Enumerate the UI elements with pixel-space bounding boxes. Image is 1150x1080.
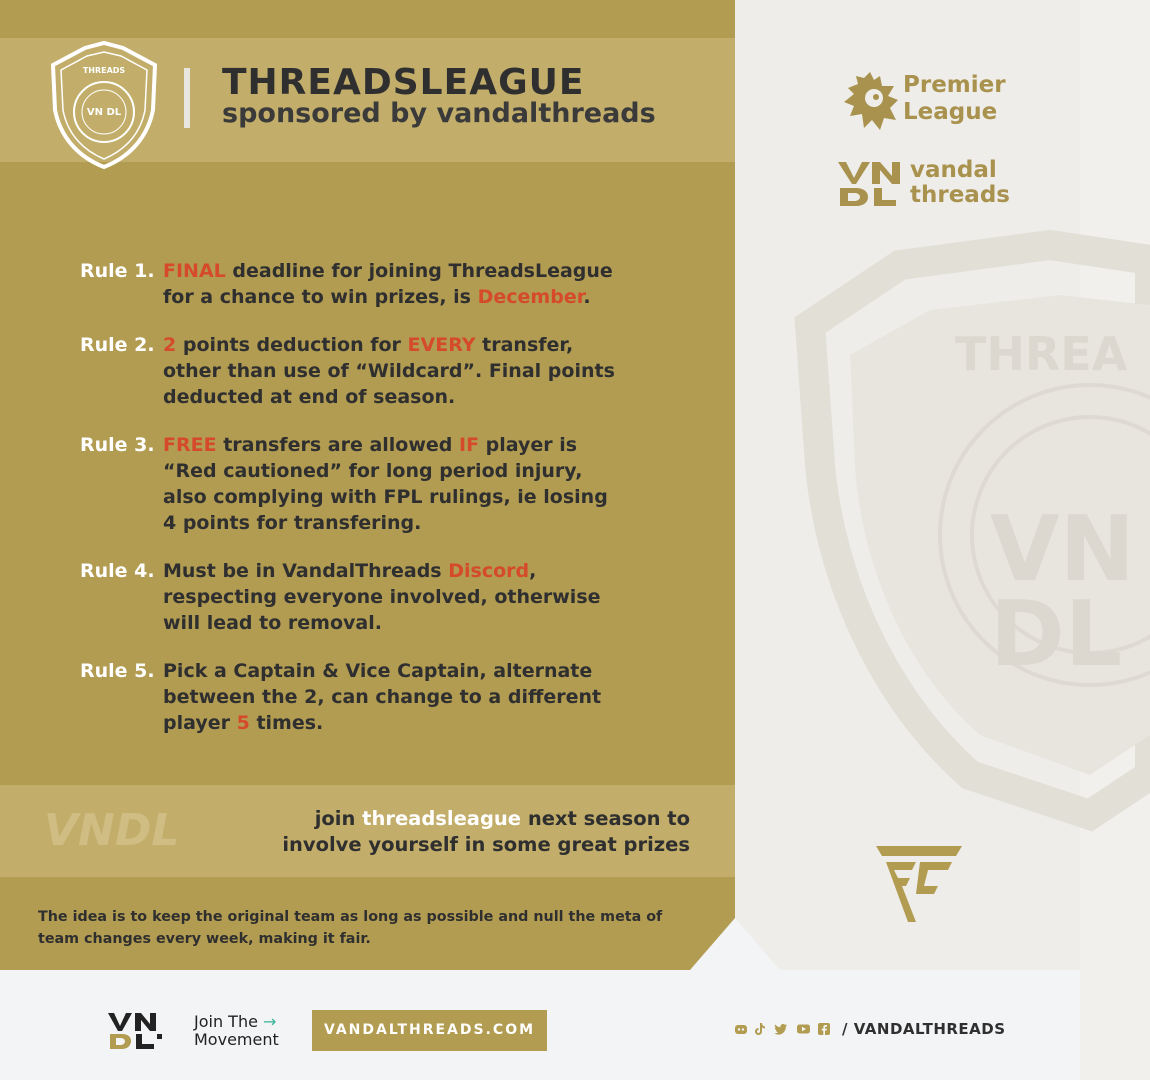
rule-item [80,432,680,536]
join-highlight: threadsleague [362,807,522,830]
join-message: join threadsleague next season to involve yourself in some great prizes [282,807,690,856]
svg-text:VN: VN [990,497,1135,602]
rule-text: FINAL deadline for joining ThreadsLeague for a chance to win prizes, is December. [163,260,613,308]
premier-league-lion-icon [840,68,900,134]
rule-text: Must be in VandalThreads Discord, respecting everyone involved, otherwise will lead to removal. [163,560,601,634]
rule-text: Pick a Captain & Vice Captain, alternate between the 2, can change to a different player 5 times. [163,660,602,734]
premier-league-wordmark: Premier League [903,72,1006,125]
header-divider [184,68,190,128]
rule-text: FREE transfers are allowed IF player is “Red cautioned” for long period injury, also complying with FPL rulings, ie losing 4 points for transfering. [163,434,608,534]
website-link[interactable]: VANDALTHREADS.COM [312,1010,547,1051]
youtube-icon[interactable] [795,1022,812,1036]
crest-mark: VN DL [86,107,122,118]
tiktok-icon[interactable] [753,1022,767,1036]
rule-text: 2 points deduction for EVERY transfer, other than use of “Wildcard”. Final points deducted at end of season. [163,334,615,408]
rule-highlight: IF [459,434,480,456]
league-crest-icon [45,40,163,170]
rule-item [80,558,680,636]
rule-label: Rule 2. [80,334,155,356]
social-icons [734,1022,831,1036]
svg-text:THREA: THREA [955,327,1128,381]
arrow-right-icon: → [263,1012,277,1031]
crest-text: THREADS [82,66,126,75]
social-handle: / VANDALTHREADS [842,1020,1006,1038]
rule-highlight: FINAL [163,260,226,282]
rule-item [80,332,680,410]
rule-highlight: 2 [163,334,177,356]
rule-label: Rule 3. [80,434,155,456]
rule-label: Rule 1. [80,260,155,282]
vndl-watermark-logo [42,805,212,856]
facebook-icon[interactable] [817,1022,831,1036]
rule-highlight: EVERY [407,334,476,356]
rule-label: Rule 4. [80,560,155,582]
discord-icon[interactable] [734,1022,748,1036]
rule-highlight: December [477,286,584,308]
join-the-movement: Join The → Movement [194,1012,279,1049]
vndl-footer-logo-icon [108,1012,164,1050]
rule-highlight: FREE [163,434,217,456]
rule-highlight: 5 [236,712,250,734]
rule-highlight: Discord [448,560,530,582]
page-subtitle: sponsored by vandalthreads [222,98,656,129]
fc-logo-icon [876,846,962,922]
rule-item [80,658,680,736]
rules-list [80,258,680,758]
watermark-crest-icon [790,215,1150,815]
twitter-icon[interactable] [772,1022,790,1036]
gold-notch [690,918,780,970]
page-title: THREADSLEAGUE [222,62,585,103]
svg-text:VNDL: VNDL [44,805,180,856]
svg-text:DL: DL [990,582,1123,687]
rule-label: Rule 5. [80,660,155,682]
vandal-threads-wordmark: vandal threads [910,157,1010,208]
rule-item [80,258,680,310]
idea-note: The idea is to keep the original team as long as possible and null the meta of team changes every week, making it fair. [38,909,663,947]
vandal-threads-mark-icon [838,160,902,206]
